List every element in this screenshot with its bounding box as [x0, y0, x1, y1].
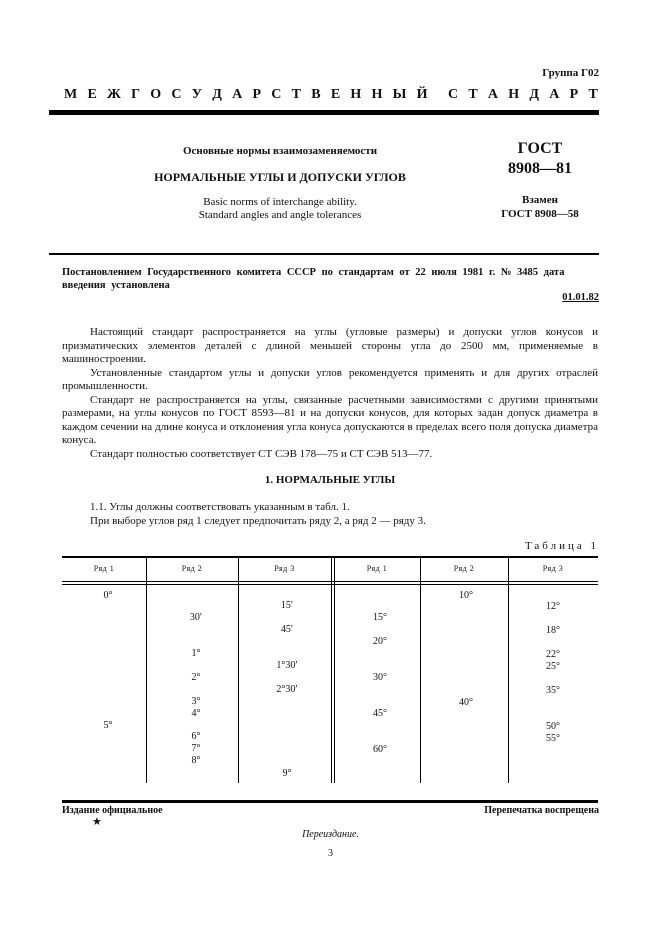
table-cell: 1°30′ — [276, 660, 298, 671]
table-cell: 2°30′ — [276, 684, 298, 695]
banner-letter: Й — [416, 87, 428, 102]
reprint-prohibited: Перепечатка воспрещена — [484, 805, 599, 816]
banner-letter: А — [232, 87, 243, 102]
title-english — [130, 196, 430, 222]
table-cell: 55° — [546, 733, 560, 744]
banner-letter: Ы — [392, 87, 407, 102]
table-cell: 5° — [103, 720, 113, 731]
banner-letter: В — [311, 87, 321, 102]
paragraph: Настоящий стандарт распространяется на углы (угловые размеры) и допуски углов конусов и призматических элементов деталей с длиной меньшей стороны угла до 2500 мм, применяемые в машиностроении. — [62, 326, 598, 365]
replaces-number: ГОСТ 8908—58 — [501, 208, 579, 220]
section-title: 1. НОРМАЛЬНЫЕ УГЛЫ — [264, 474, 396, 486]
title-english-line1: Basic norms of interchange ability. — [203, 196, 357, 208]
gost-designation — [470, 139, 610, 179]
paragraph: Стандарт полностью соответствует СТ СЭВ 178—75 и СТ СЭВ 513—77. — [90, 447, 433, 460]
table-cell: 9° — [282, 768, 292, 779]
title-main: НОРМАЛЬНЫЕ УГЛЫ И ДОПУСКИ УГЛОВ — [154, 170, 406, 184]
intro-text — [62, 326, 598, 461]
header-cell: Ряд 2 — [181, 564, 203, 573]
banner-letter: Р — [252, 87, 262, 102]
banner-letter: С — [447, 87, 459, 102]
banner-letter: Ж — [107, 87, 121, 102]
gost-number: 8908—81 — [508, 160, 572, 177]
replaces-label: Взамен — [522, 194, 558, 206]
column-divider — [420, 558, 421, 783]
footer-rule — [62, 800, 598, 803]
banner-letter: А — [549, 87, 560, 102]
table-cell: 1° — [191, 648, 201, 659]
header-rule — [62, 584, 598, 585]
star-icon: ★ — [92, 816, 102, 828]
column-divider — [146, 558, 147, 783]
table-caption: Таблица 1 — [524, 540, 599, 552]
table-cell: 0° — [103, 590, 113, 601]
column-divider — [331, 558, 332, 783]
banner-letter: Е — [87, 87, 97, 102]
page-number: 3 — [328, 848, 333, 859]
paragraph: Стандарт не распространяется на углы, связанные расчетными зависимостями с другими принятыми размерами, на углы конусов по ГОСТ 8593—81 и на допуски конусов, для которых задан допуск диаметра в каждом сечении на длине конуса и отклонения угла конуса допускаются в пределах всего поля допуска диаметра конуса. — [62, 393, 598, 446]
header-cell: Ряд 1 — [366, 564, 388, 573]
table-cell: 12° — [546, 601, 560, 612]
header-cell: Ряд 1 — [93, 564, 115, 573]
table-cell: 6° — [191, 731, 201, 742]
header-cell: Ряд 2 — [453, 564, 475, 573]
banner-letter: Е — [330, 87, 341, 102]
table-cell: 30° — [373, 672, 387, 683]
banner-letter: Г — [131, 87, 141, 102]
table-cell: 8° — [191, 755, 201, 766]
clause-text — [90, 501, 426, 528]
table-top-rule — [62, 556, 598, 558]
paragraph: Установленные стандартом углы и допуски углов рекомендуется применять и для других отраслей промышленности. — [62, 366, 598, 392]
table-cell: 7° — [191, 743, 201, 754]
clause-1-1: 1.1. Углы должны соответствовать указанным в табл. 1. — [90, 501, 350, 513]
header-cell: Ряд 3 — [274, 564, 295, 573]
table-cell: 60° — [373, 744, 387, 755]
table-cell: 15° — [373, 612, 387, 623]
banner-letter: Д — [529, 87, 540, 102]
table-cell: 4° — [191, 708, 201, 719]
column-divider — [508, 558, 509, 783]
table-cell: 45° — [373, 708, 387, 719]
table-cell: 35° — [546, 685, 560, 696]
banner-letter: С — [171, 87, 182, 102]
table-cell: 18° — [546, 625, 560, 636]
banner-letter: Т — [468, 87, 478, 102]
banner-letter: Р — [569, 87, 579, 102]
banner-letter: У — [191, 87, 203, 102]
table-cell: 10° — [459, 590, 473, 601]
banner-letter: О — [150, 87, 162, 102]
group-code: Группа Г02 — [542, 67, 599, 79]
decree-text: Постановлением Государственного комитета СССР по стандартам от 22 июля 1981 г. № 3485 дата введения установлена — [62, 267, 565, 291]
official-edition: Издание официальное — [62, 805, 163, 816]
title-english-line2: Standard angles and angle tolerances — [198, 209, 362, 221]
header-rule — [62, 581, 598, 582]
clause-note: При выборе углов ряд 1 следует предпочитать ряду 2, а ряд 2 — ряду 3. — [90, 514, 426, 527]
banner-letter: А — [487, 87, 499, 102]
table-cell: 22° — [546, 649, 560, 660]
banner-letter: Т — [588, 87, 598, 102]
banner-letter: Н — [371, 87, 383, 102]
column-divider — [334, 558, 335, 783]
table-cell: 30′ — [189, 612, 203, 623]
table-cell: 3° — [191, 696, 201, 707]
table-cell: 20° — [373, 636, 387, 647]
table-cell: 2° — [191, 672, 201, 683]
column-divider — [238, 558, 239, 783]
gost-label: ГОСТ — [517, 140, 563, 157]
table-cell: 50° — [546, 721, 560, 732]
gost-replaces — [470, 193, 610, 221]
banner-letter: С — [271, 87, 282, 102]
banner-letter: Н — [508, 87, 520, 102]
banner-letter: Н — [350, 87, 362, 102]
title-subject: Основные нормы взаимозаменяемости — [182, 145, 378, 157]
title-rule — [49, 253, 599, 255]
banner-letter: Д — [212, 87, 222, 102]
table-cell: 25° — [546, 661, 560, 672]
header-cell: Ряд 3 — [542, 564, 564, 573]
effective-date: 01.01.82 — [562, 292, 599, 303]
angles-table — [62, 556, 598, 783]
banner-letter: Т — [291, 87, 301, 102]
banner-letter: М — [64, 87, 78, 102]
table-cell: 45′ — [280, 624, 294, 635]
standard-banner — [64, 87, 598, 103]
table-cell: 15′ — [280, 600, 294, 611]
table-cell: 40° — [459, 697, 473, 708]
reissue-note: Переиздание. — [302, 829, 359, 840]
header-rule — [49, 110, 599, 115]
